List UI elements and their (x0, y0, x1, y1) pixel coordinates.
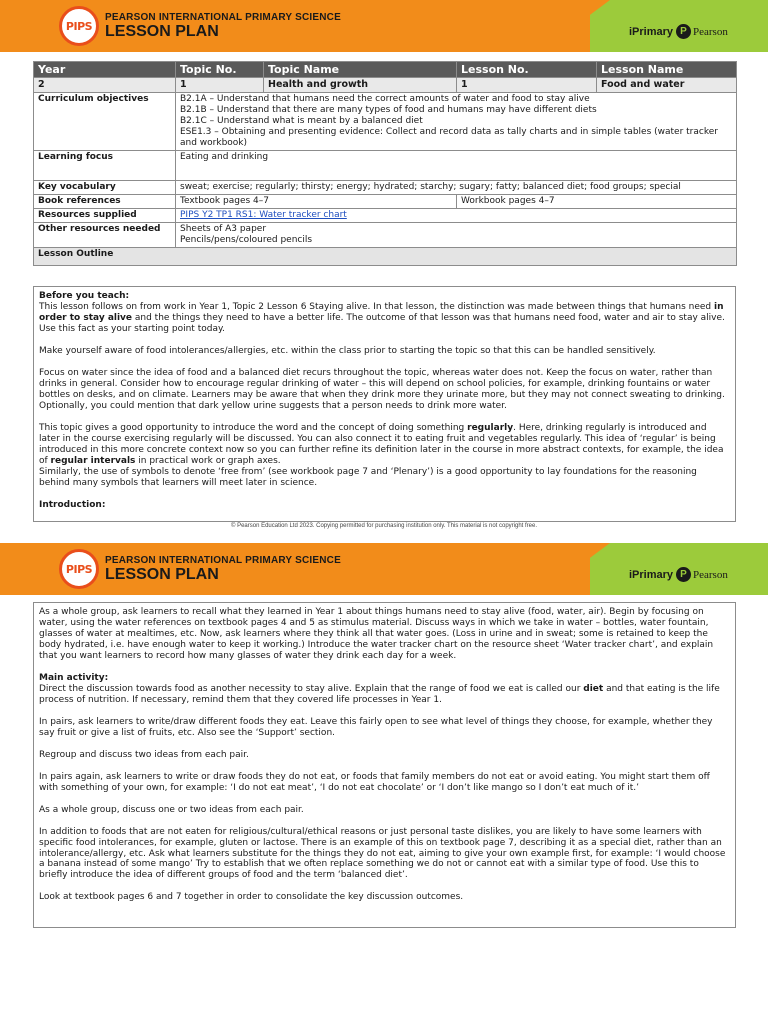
para4-text-c: in practical work or graph axes. (135, 455, 281, 466)
header-topic-name: Topic Name (264, 62, 457, 78)
outline-header-row (34, 247, 737, 265)
header-lesson-no: Lesson No. (457, 62, 597, 78)
books-label: Book references (34, 194, 176, 208)
objective-b21a: B2.1A – Understand that humans need the correct amounts of water and food to stay alive (180, 93, 590, 104)
intro-para: As a whole group, ask learners to recall what they learned in Year 1 about things humans need to stay alive (food, water, air). Begin by focusing on water, using the water references on textbook pages 4 and 5 as stimulus material. Discuss ways in which we take in water – bottles, water fountain, glasses of water at mealtimes, etc. Now, ask learners where they think all that water goes. (Loss in urine and in sweat; some is retained to keep the body hydrated, i.e. have enough water to keep it working.) Introduce the water tracker chart on the resource sheet ‘Water tracker chart’, and explain that you want learners to record how many glasses of water they drink each day for a week. (39, 607, 714, 661)
main-para1-text-b: and that eating is the life process of nutrition. If necessary, remind them that they covered life processes in Year 1. (39, 683, 720, 705)
vocab-value: sweat; exercise; regularly; thirsty; energy; hydrated; starchy; sugary; fatty; balanced diet; food groups; special (176, 180, 737, 194)
before-teach-para-1 (39, 302, 730, 335)
table-values-row (34, 78, 737, 93)
para4-text-b: . Here, drinking regularly is introduced and later in the course exercising regularly will be discussed. You can also connect it to eating fruit and vegetables regularly. This idea of ‘regular’ is being introduced in this more concrete context now so you can further refine its definition later in the course in more abstract contexts, for example, the idea of (39, 422, 724, 466)
banner-wedge (540, 0, 610, 52)
banner-title: LESSON PLAN (105, 566, 219, 583)
pips-logo (59, 549, 99, 589)
objective-ese13: ESE1.3 – Obtaining and presenting evidence: Collect and record data as tally charts and in simple tables (water tracker and workbook) (180, 126, 718, 148)
other-resources-row (34, 222, 737, 247)
value-year: 2 (34, 78, 176, 93)
before-teach-para-2: Make yourself aware of food intolerances/allergies, etc. within the class prior to starting the topic so that this can be handled sensitively. (39, 345, 656, 356)
para1-bold: in order to stay alive (39, 301, 724, 323)
banner-subtitle: PEARSON INTERNATIONAL PRIMARY SCIENCE (105, 555, 341, 566)
before-teach-para-4 (39, 423, 730, 467)
main-para-7: Look at textbook pages 6 and 7 together in order to consolidate the key discussion outcomes. (39, 892, 464, 903)
header-lesson-name: Lesson Name (597, 62, 737, 78)
pearson-logo-icon: P (676, 24, 691, 39)
page1-lesson-outline (33, 286, 736, 522)
main-para-2: In pairs, ask learners to write/draw different foods they eat. Leave this fairly open to see what level of things they choose, for example, whether they say fruit or give a list of fruits, etc. Also see the ‘Support’ section. (39, 716, 713, 738)
header-year: Year (34, 62, 176, 78)
objective-b21c: B2.1C – Understand what is meant by a balanced diet (180, 115, 423, 126)
para4-bold-intervals: regular intervals (50, 455, 136, 466)
outline-label: Lesson Outline (34, 247, 737, 265)
page1-banner (0, 0, 768, 52)
banner-title: LESSON PLAN (105, 23, 219, 40)
value-lesson-name: Food and water (597, 78, 737, 93)
focus-value: Eating and drinking (176, 150, 737, 180)
before-teach-para-3: Focus on water since the idea of food and a balanced diet recurs throughout the topic, whereas water does not. Keep the focus on water, rather than drinks in general. Consider how to encourage regular drinking of water – this will depend on school policies, for example, drinking fountains or water bottles on desks, and on climate. Learners may be aware that when they drink more they urinate more, but they may not connect sweating to drinking. Optionally, you could mention that dark yellow urine suggests that a person needs to drink more water. (39, 367, 725, 411)
other-resources-value (176, 222, 737, 247)
pearson-logo-icon: P (676, 567, 691, 582)
books-row (34, 194, 737, 208)
iprimary-logo: iPrimary (629, 569, 674, 581)
vocab-row (34, 180, 737, 194)
value-lesson-no: 1 (457, 78, 597, 93)
pearson-logo-text: Pearson (693, 569, 728, 581)
other-resource-a3: Sheets of A3 paper (180, 223, 267, 234)
banner-wedge (540, 543, 610, 595)
page2-lesson-outline (33, 602, 736, 928)
para1-text-b: and the things they need to have a better life. The outcome of that lesson was that humans need food, water and air to stay alive. Use this fact as your starting point today. (39, 312, 725, 334)
introduction-heading: Introduction: (39, 499, 106, 510)
curriculum-row (34, 92, 737, 150)
curriculum-objectives (176, 92, 737, 150)
para4-bold-regularly: regularly (467, 422, 514, 433)
main-para-6: In addition to foods that are not eaten for religious/cultural/ethical reasons or just personal taste dislikes, you are likely to have some learners with specific food intolerances, for example, gluten or lactose. There is an example of this on textbook page 7, describing it as a special diet, rather than an intolerance/allergy, etc. Ask what learners substitute for the things they do not eat, aiming to give your own example first, for example: ‘I would choose a banana instead of some mango’ Try to establish that we often replace something we do not or cannot eat with a similar type of food. Use this to briefly introduce the idea of different groups of food and the term ‘balanced diet’. (39, 826, 726, 881)
lesson-info-table (33, 61, 737, 266)
pips-logo-text: PIPS (65, 19, 93, 33)
main-para-5: As a whole group, discuss one or two ideas from each pair. (39, 804, 304, 815)
resources-row (34, 208, 737, 222)
other-resources-label: Other resources needed (34, 222, 176, 247)
main-para-3: Regroup and discuss two ideas from each pair. (39, 749, 249, 760)
workbook-ref: Workbook pages 4–7 (457, 194, 737, 208)
main-para-1 (39, 684, 730, 706)
pips-logo-text: PIPS (65, 562, 93, 576)
textbook-ref: Textbook pages 4–7 (176, 194, 457, 208)
curriculum-label: Curriculum objectives (34, 92, 176, 150)
header-topic-no: Topic No. (176, 62, 264, 78)
para4-text-a: This topic gives a good opportunity to introduce the word and the concept of doing something (39, 422, 468, 433)
iprimary-logo: iPrimary (629, 26, 674, 38)
page1-footer: © Pearson Education Ltd 2023. Copying permitted for purchasing institution only. This material is not copyright free. (230, 523, 538, 529)
page2-banner (0, 543, 768, 595)
other-resource-pens: Pencils/pens/coloured pencils (180, 234, 313, 245)
main-para-4: In pairs again, ask learners to write or draw foods they do not eat, or foods that family members do not eat or avoid eating. You might start them off with something of your own, for example: ‘I do not eat meat’, ‘I do not eat chocolate’ or ‘I don’t like mango so I don’t eat much of it.’ (39, 771, 710, 793)
focus-row (34, 150, 737, 180)
value-topic-no: 1 (176, 78, 264, 93)
banner-subtitle: PEARSON INTERNATIONAL PRIMARY SCIENCE (105, 12, 341, 23)
resources-cell (176, 208, 737, 222)
pearson-logo-text: Pearson (693, 26, 728, 38)
para1-text-a: This lesson follows on from work in Year 1, Topic 2 Lesson 6 Staying alive. In that lesson, the distinction was made between things that humans need (39, 301, 715, 312)
water-tracker-link[interactable]: PIPS Y2 TP1 RS1: Water tracker chart (180, 209, 347, 220)
pips-logo (59, 6, 99, 46)
main-para1-bold-diet: diet (583, 683, 604, 694)
value-topic-name: Health and growth (264, 78, 457, 93)
before-teach-heading: Before you teach: (39, 291, 130, 301)
resources-label: Resources supplied (34, 208, 176, 222)
main-para1-text-a: Direct the discussion towards food as another necessity to stay alive. Explain that the range of food we eat is called our (39, 683, 584, 694)
vocab-label: Key vocabulary (34, 180, 176, 194)
main-activity-heading: Main activity: (39, 672, 109, 683)
focus-label: Learning focus (34, 150, 176, 180)
before-teach-para-5: Similarly, the use of symbols to denote ‘free from’ (see workbook page 7 and ‘Plenary’) is a good opportunity to lay foundations for the reasoning behind many symbols that learners will meet later in science. (39, 466, 697, 488)
table-header-row (34, 62, 737, 78)
objective-b21b: B2.1B – Understand that there are many types of food and humans may have different diets (180, 104, 597, 115)
